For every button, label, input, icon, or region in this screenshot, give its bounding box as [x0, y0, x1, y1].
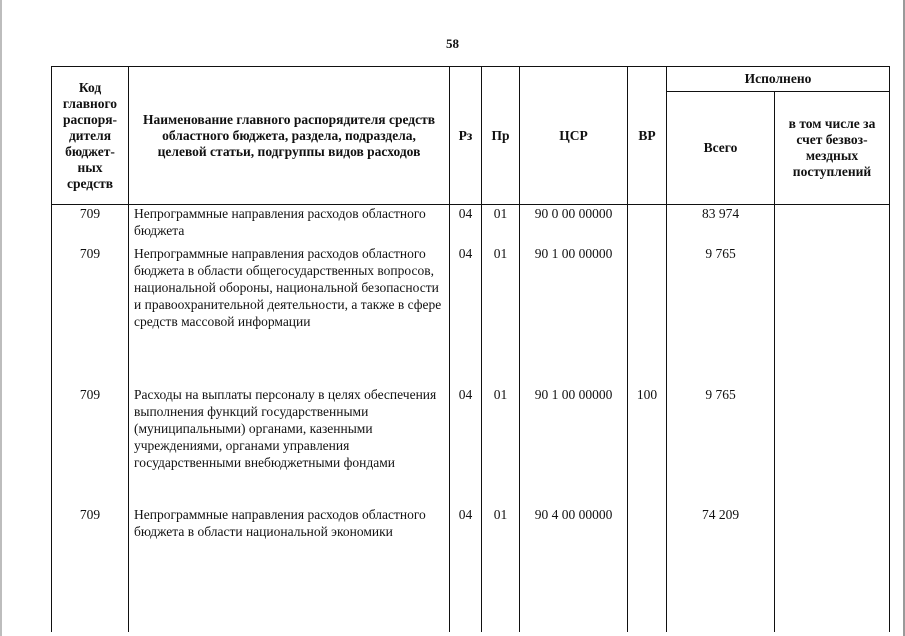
header-vr: ВР: [628, 67, 667, 205]
header-total: Всего: [667, 92, 775, 205]
cell-name: Расходы на выплаты персоналу в целях обеспечения выполнения функций государственными (муниципальными) органами, казенными учреждениями, органами управления государственными внебюджетными фондами: [129, 386, 450, 506]
cell-vr: 100: [628, 386, 667, 506]
header-rz: Рз: [450, 67, 482, 205]
cell-pr: 01: [482, 205, 520, 245]
header-csr: ЦСР: [520, 67, 628, 205]
expenditure-table: [51, 66, 890, 632]
cell-gratuitous: [775, 386, 890, 506]
cell-gratuitous: [775, 245, 890, 386]
cell-total: 9 765: [667, 245, 775, 386]
cell-rz: 04: [450, 506, 482, 632]
cell-rz: 04: [450, 205, 482, 245]
scan-edge-left: [0, 0, 2, 636]
cell-gratuitous: [775, 205, 890, 245]
cell-code: 709: [52, 245, 129, 386]
cell-gratuitous: [775, 506, 890, 632]
cell-total: 74 209: [667, 506, 775, 632]
cell-pr: 01: [482, 245, 520, 386]
cell-pr: 01: [482, 506, 520, 632]
cell-csr: 90 1 00 00000: [520, 386, 628, 506]
cell-csr: 90 1 00 00000: [520, 245, 628, 386]
cell-vr: [628, 245, 667, 386]
cell-code: 709: [52, 506, 129, 632]
cell-vr: [628, 506, 667, 632]
cell-total: 83 974: [667, 205, 775, 245]
cell-rz: 04: [450, 386, 482, 506]
cell-name: Непрограммные направления расходов областного бюджета: [129, 205, 450, 245]
cell-total: 9 765: [667, 386, 775, 506]
header-code: Код главного распоря-дителя бюджет-ных средств: [52, 67, 129, 205]
table-row: [52, 205, 890, 245]
cell-vr: [628, 205, 667, 245]
table-row: [52, 245, 890, 386]
cell-pr: 01: [482, 386, 520, 506]
cell-rz: 04: [450, 245, 482, 386]
header-pr: Пр: [482, 67, 520, 205]
cell-code: 709: [52, 205, 129, 245]
cell-code: 709: [52, 386, 129, 506]
cell-name: Непрограммные направления расходов областного бюджета в области национальной экономики: [129, 506, 450, 632]
page-number: 58: [446, 36, 459, 51]
table-row: [52, 386, 890, 506]
header-gratuitous: в том числе за счет безвоз-мездных поступлений: [775, 92, 890, 205]
header-executed: Исполнено: [667, 67, 890, 92]
cell-csr: 90 4 00 00000: [520, 506, 628, 632]
table-row: [52, 506, 890, 632]
header-name: Наименование главного распорядителя средств областного бюджета, раздела, подраздела, целевой статьи, подгруппы видов расходов: [129, 67, 450, 205]
cell-name: Непрограммные направления расходов областного бюджета в области общегосударственных вопросов, национальной обороны, национальной безопасности и правоохранительной деятельности, а также в сфере средств массовой информации: [129, 245, 450, 386]
cell-csr: 90 0 00 00000: [520, 205, 628, 245]
